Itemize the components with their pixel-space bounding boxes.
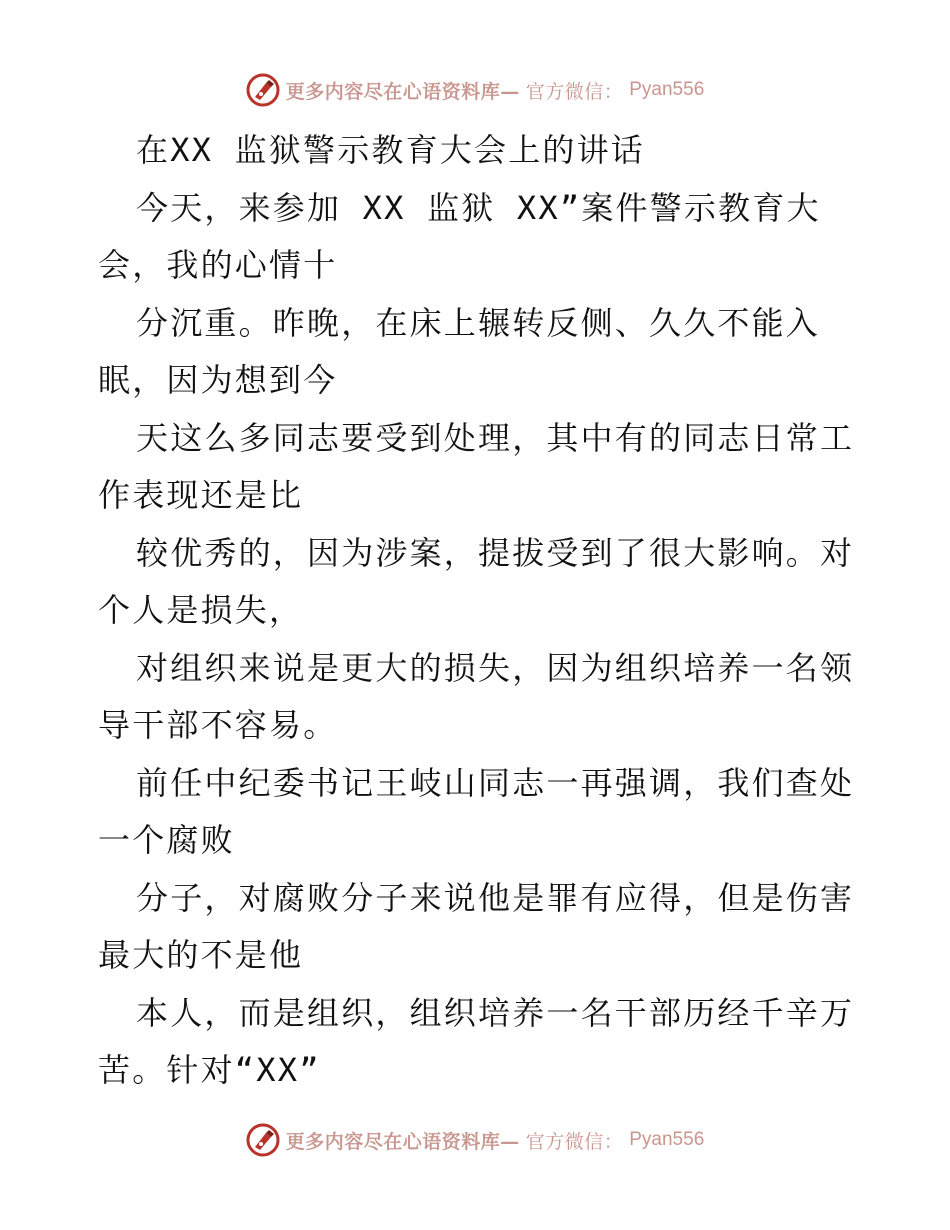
banner-wechat-label: 官方微信：	[525, 80, 624, 103]
text-line: 作表现还是比	[98, 476, 304, 514]
banner-wechat-id: Pyan556	[629, 1129, 705, 1150]
header-banner	[0, 70, 950, 110]
text-line: 前任中纪委书记王岐山同志一再强调，我们查处	[136, 763, 855, 802]
text-line: 会，我的心情十	[98, 246, 338, 284]
text-line: 最大的不是他	[98, 936, 304, 974]
document-body	[98, 122, 858, 1100]
banner-text: 更多内容尽在心语资料库—	[285, 80, 520, 103]
text-line: 在XX 监狱警示教育大会上的讲话	[136, 131, 645, 169]
pen-nib-logo-icon	[246, 73, 280, 107]
pen-nib-logo-icon	[246, 1123, 280, 1157]
text-line: 一个腐败	[98, 821, 235, 859]
text-line: 眠，因为想到今	[98, 361, 338, 399]
text-line: 分沉重。昨晚，在床上辗转反侧、久久不能入	[136, 303, 821, 342]
text-line: 导干部不容易。	[98, 706, 338, 744]
text-line: 本人，而是组织，组织培养一名干部历经千辛万	[136, 993, 855, 1032]
text-line: 苦。针对“XX”	[98, 1051, 321, 1089]
text-line: 今天，来参加 XX 监狱 XX”案件警示教育大	[136, 188, 821, 227]
text-line: 天这么多同志要受到处理，其中有的同志日常工	[136, 418, 855, 457]
banner-wechat-id: Pyan556	[629, 79, 705, 100]
text-line: 个人是损失，	[98, 591, 304, 629]
footer-banner	[0, 1120, 950, 1160]
text-line: 对组织来说是更大的损失，因为组织培养一名领	[136, 648, 855, 687]
text-line: 分子，对腐败分子来说他是罪有应得，但是伤害	[136, 878, 855, 917]
text-line: 较优秀的，因为涉案，提拔受到了很大影响。对	[136, 533, 855, 572]
banner-wechat-label: 官方微信：	[525, 1130, 624, 1153]
banner-text: 更多内容尽在心语资料库—	[285, 1130, 520, 1153]
